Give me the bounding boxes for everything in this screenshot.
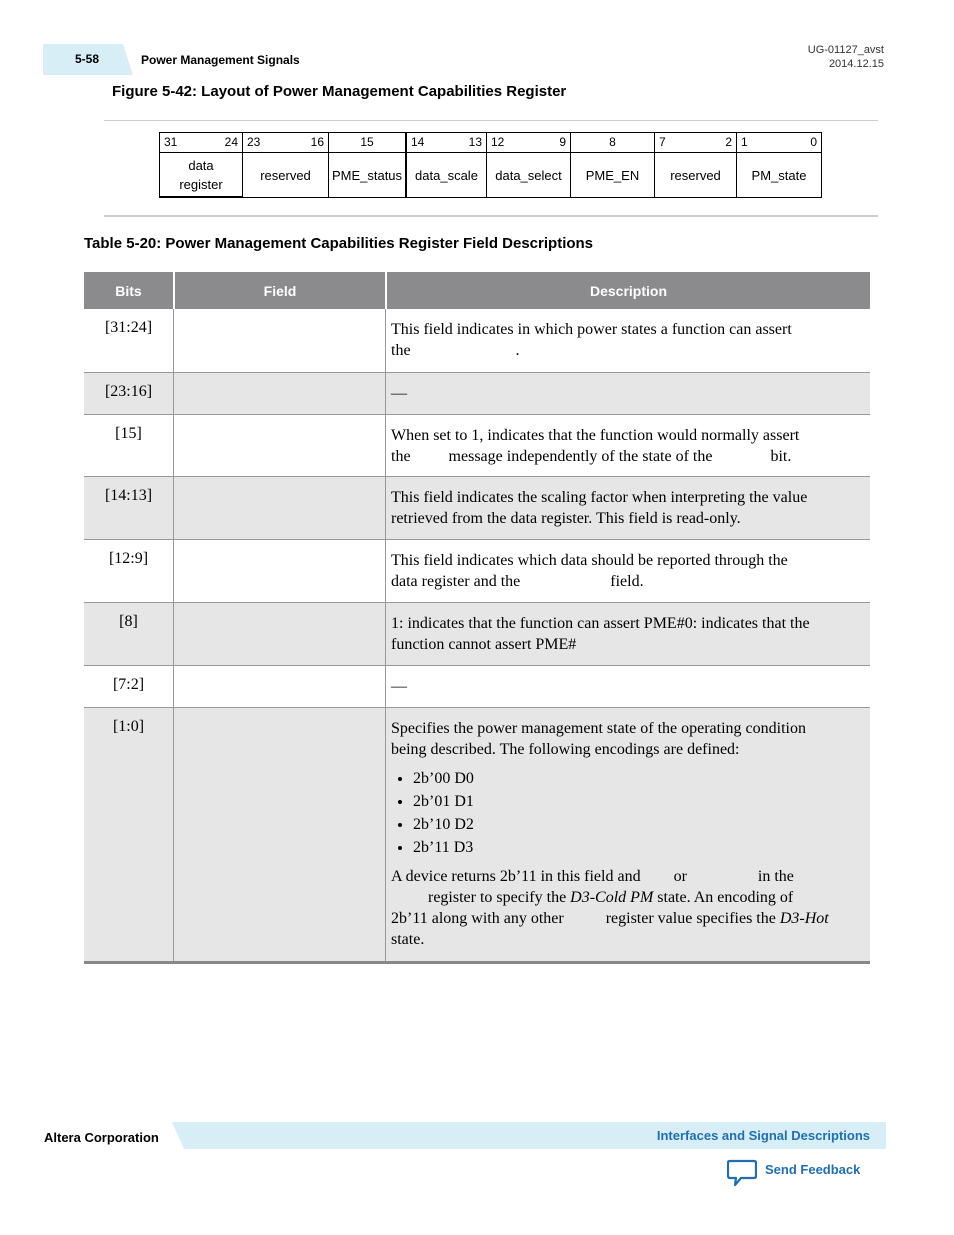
register-field: 7 2 reserved <box>654 132 736 198</box>
register-field-name: reserved <box>655 153 736 198</box>
doc-info <box>808 43 884 71</box>
column-header-bits: Bits <box>84 272 173 309</box>
register-field: 15 PME_status <box>328 132 405 198</box>
bits-cell: [7:2] <box>112 676 145 693</box>
doc-id: UG-01127_avst <box>807 44 884 56</box>
table-bottom-rule <box>84 961 870 964</box>
bits-cell: [12:9] <box>108 550 149 567</box>
table-row <box>84 373 870 415</box>
register-layout <box>159 132 822 198</box>
send-feedback-label: Send Feedback <box>765 1162 861 1177</box>
table-title: Table 5-20: Power Management Capabilities Register Field Descriptions <box>84 235 594 252</box>
description-cell: — <box>391 678 407 695</box>
figure-rule-bottom <box>104 215 878 217</box>
section-link[interactable]: Interfaces and Signal Descriptions <box>656 1128 870 1143</box>
page-number: 5-58 <box>75 52 100 66</box>
send-feedback-button[interactable] <box>727 1159 877 1189</box>
bits-cell: [23:16] <box>104 383 153 400</box>
register-field: 1 0 PM_state <box>736 132 822 198</box>
register-field-name: PM_state <box>737 153 821 198</box>
doc-date: 2014.12.15 <box>828 58 884 70</box>
figure-title: Figure 5-42: Layout of Power Management Capabilities Register <box>112 83 567 100</box>
table-row <box>84 708 870 961</box>
register-field: 8 PME_EN <box>570 132 654 198</box>
register-field-name: PME_status <box>329 153 405 198</box>
list-item: • 2b’11 D3 <box>413 836 843 859</box>
list-item: • 2b’00 D0 <box>413 767 843 790</box>
table-row <box>84 309 870 373</box>
register-field: 23 16 reserved <box>242 132 328 198</box>
encoding-list <box>391 767 843 859</box>
register-field-name: data register <box>160 153 242 198</box>
table-row <box>84 540 870 603</box>
figure-rule-top <box>104 120 878 121</box>
column-header-field: Field <box>175 272 385 309</box>
table-row <box>84 666 870 708</box>
description-cell: This field indicates which data should be reported through the data register and the field. <box>391 552 788 590</box>
description-cell: This field indicates the scaling factor when interpreting the value retrieved from the data register. This field is read-only. <box>391 489 808 527</box>
bits-cell: [1:0] <box>112 718 145 735</box>
register-field: 12 9 data_select <box>486 132 570 198</box>
chat-bubble-icon <box>727 1159 757 1187</box>
table-header <box>84 272 870 309</box>
description-cell: 1: indicates that the function can assert PME#0: indicates that the function cannot assert PME# <box>391 615 810 653</box>
bits-cell: [8] <box>119 613 138 630</box>
register-field: 14 13 data_scale <box>405 132 486 198</box>
register-field-name: reserved <box>243 153 328 198</box>
company-name: Altera Corporation <box>44 1130 159 1145</box>
register-field: 31 24 data register <box>159 132 242 198</box>
table-row <box>84 603 870 666</box>
description-cell: This field indicates in which power states a function can assert the . <box>391 321 792 359</box>
section-title: Power Management Signals <box>141 53 300 67</box>
table-row <box>84 477 870 540</box>
register-field-name: PME_EN <box>571 153 654 198</box>
bits-cell: [31:24] <box>104 319 153 336</box>
description-cell: Specifies the power management state of the operating condition being described. The following encodings are defined: • 2b’00 D0 • 2b’01 D1 • 2b’10 D2 • 2b’11 D3 A device returns 2b’11 in this field and or in the register to specify the D3-Cold PM state. An encoding of 2b’11 along with any other register value specifies the D3-Hot state. <box>391 718 843 950</box>
register-field-name: data_select <box>487 153 570 198</box>
register-field-name: data_scale <box>407 153 486 198</box>
bits-cell: [15] <box>115 425 142 442</box>
description-cell: When set to 1, indicates that the function would normally assert the message independently of the state of the bit. <box>391 427 800 465</box>
description-cell: — <box>391 385 407 402</box>
table-row <box>84 415 870 477</box>
bits-cell: [14:13] <box>104 487 153 504</box>
list-item: • 2b’10 D2 <box>413 813 843 836</box>
column-header-description: Description <box>387 272 870 309</box>
list-item: • 2b’01 D1 <box>413 790 843 813</box>
